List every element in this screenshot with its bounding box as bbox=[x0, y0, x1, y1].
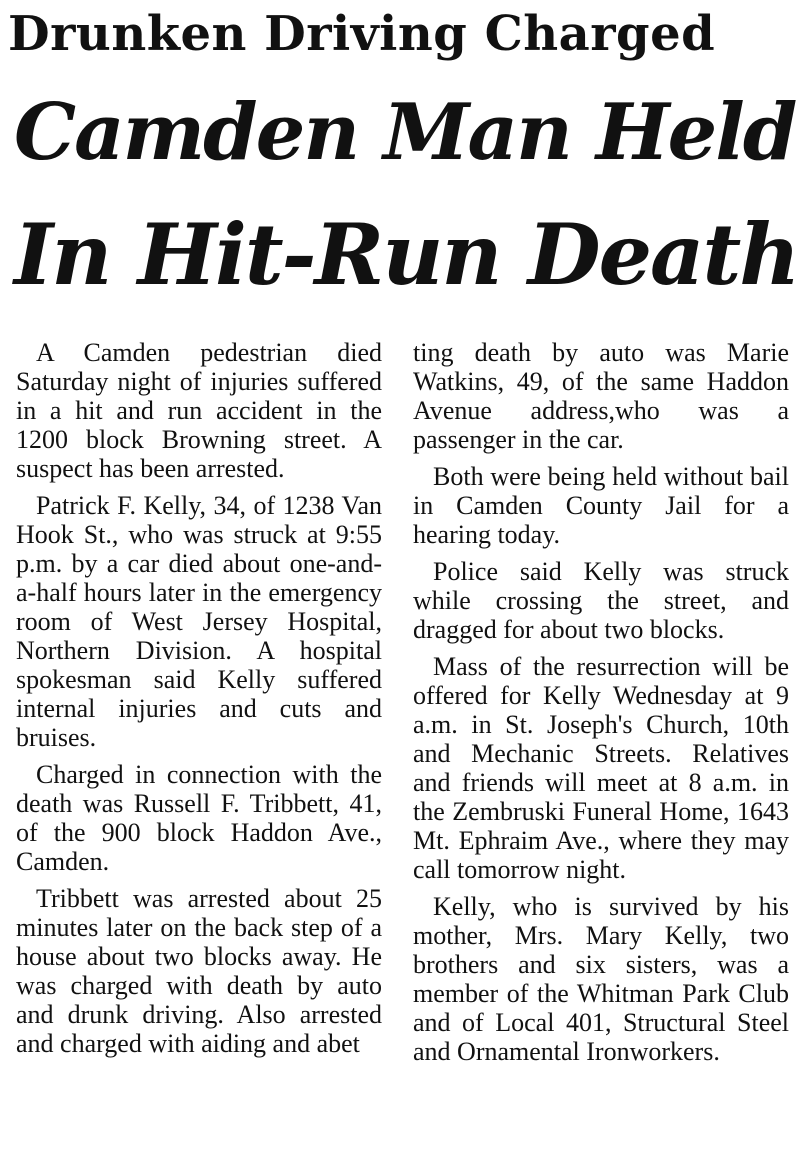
headline-line-1: Camden Man Held bbox=[14, 87, 796, 178]
headline-line-2: In Hit-Run Death bbox=[14, 205, 799, 304]
paragraph-lede: A Camden pedestrian died Saturday night of injuries suffered in a hit and run accident in the 1200 block Browning street. A suspect has been arrested. bbox=[16, 338, 382, 483]
kicker-headline: Drunken Driving Charged bbox=[8, 6, 716, 62]
paragraph-survivors: Kelly, who is survived by his mother, Mrs. Mary Kelly, two brothers and six sisters, was a member of the Whitman Park Club and of Local 401, Structural Steel and Ornamental Ironworkers. bbox=[413, 892, 789, 1066]
paragraph-mass: Mass of the resurrection will be offered for Kelly Wednesday at 9 a.m. in St. Joseph's Church, 10th and Mechanic Streets. Relatives and friends will meet at 8 a.m. in the Zembruski Funeral Home, 1643 Mt. Ephraim Ave., where they may call tomorrow night. bbox=[413, 652, 789, 884]
article-column-left bbox=[16, 338, 382, 1066]
article-column-right bbox=[413, 338, 789, 1074]
paragraph-held: Both were being held without bail in Camden County Jail for a hearing today. bbox=[413, 462, 789, 549]
paragraph-continuation: ting death by auto was Marie Watkins, 49, of the same Haddon Avenue address,who was a passenger in the car. bbox=[413, 338, 789, 454]
paragraph-charged: Charged in connection with the death was Russell F. Tribbett, 41, of the 900 block Haddon Ave., Camden. bbox=[16, 760, 382, 876]
paragraph-police: Police said Kelly was struck while crossing the street, and dragged for about two blocks. bbox=[413, 557, 789, 644]
paragraph-victim: Patrick F. Kelly, 34, of 1238 Van Hook St., who was struck at 9:55 p.m. by a car died about one-and-a-half hours later in the emergency room of West Jersey Hospital, Northern Division. A hospital spokesman said Kelly suffered internal injuries and cuts and bruises. bbox=[16, 491, 382, 752]
paragraph-arrest: Tribbett was arrested about 25 minutes later on the back step of a house about two blocks away. He was charged with death by auto and drunk driving. Also arrested and charged with aiding and abet bbox=[16, 884, 382, 1058]
